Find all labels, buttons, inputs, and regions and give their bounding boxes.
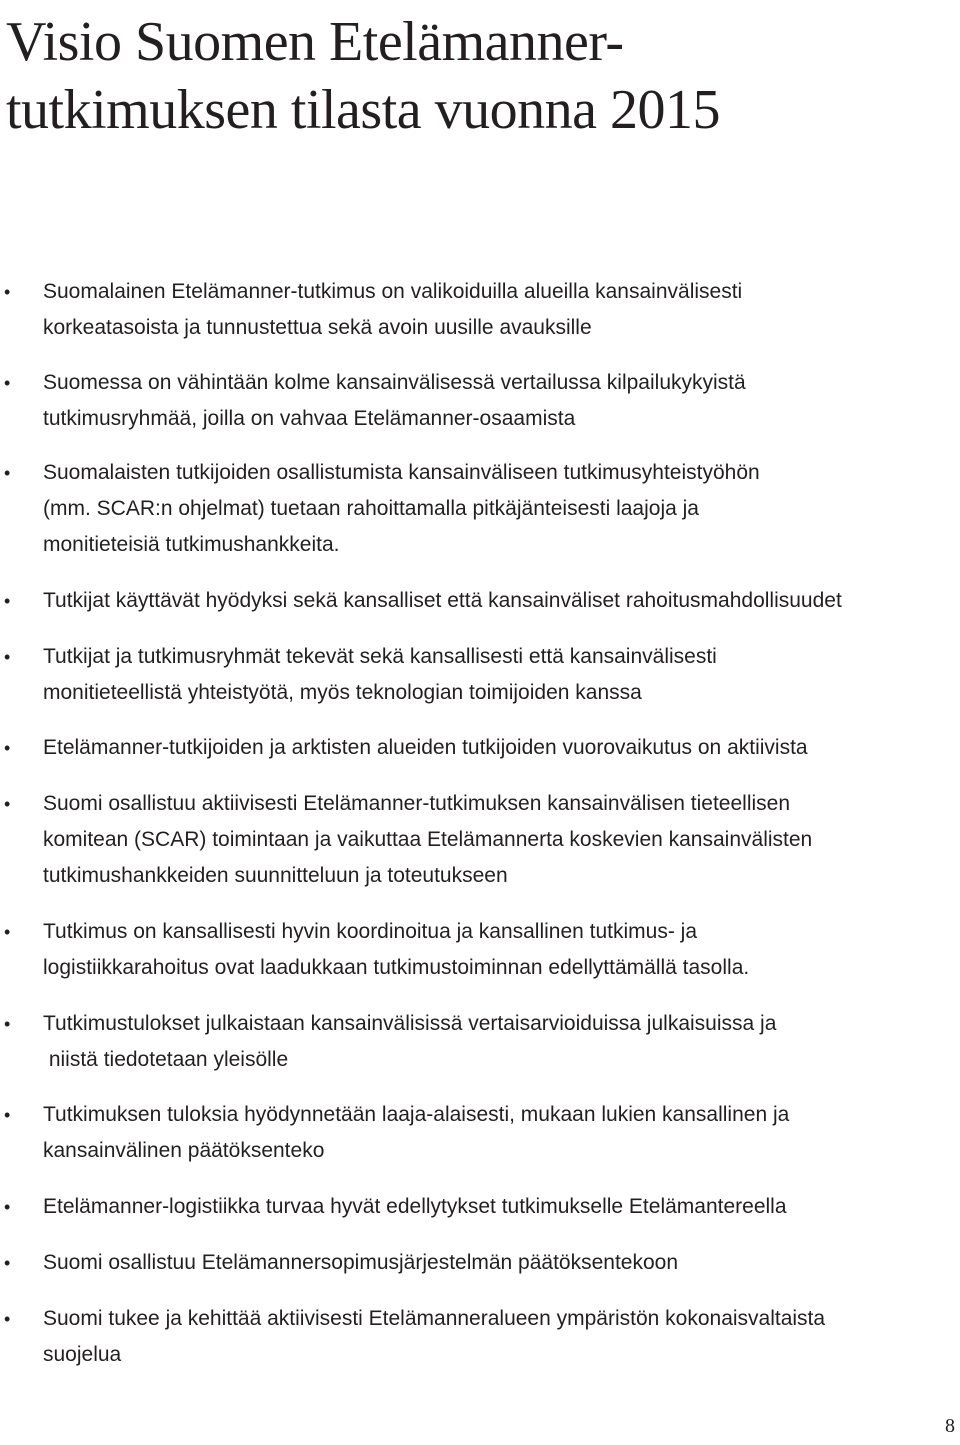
list-item-line: tutkimusryhmää, joilla on vahvaa Etelämanner-osaamista (43, 407, 576, 430)
list-item-line: Tutkimustulokset julkaistaan kansainvälisissä vertaisarvioiduissa julkaisuissa ja (43, 1012, 777, 1035)
list-item-line: logistiikkarahoitus ovat laadukkaan tutkimustoiminnan edellyttämällä tasolla. (43, 956, 750, 979)
list-item-line: kansainvälinen päätöksenteko (43, 1139, 325, 1162)
list-item-line: Tutkimus on kansallisesti hyvin koordinoitua ja kansallinen tutkimus- ja (43, 920, 698, 943)
list-item-line: niistä tiedotetaan yleisölle (43, 1048, 289, 1071)
list-item-line: Suomi osallistuu aktiivisesti Etelämanner-tutkimuksen kansainvälisen tieteellisen (43, 792, 791, 815)
list-item-line: (mm. SCAR:n ohjelmat) tuetaan rahoittamalla pitkäjänteisesti laajoja ja (43, 497, 699, 520)
list-item-line: suojelua (43, 1343, 122, 1366)
list-item-line: komitean (SCAR) toimintaan ja vaikuttaa Etelämannerta koskevien kansainvälisten (43, 828, 813, 851)
bullet-dot: • (4, 591, 11, 611)
bullet-dot: • (4, 922, 11, 942)
bullet-dot: • (4, 647, 11, 667)
bullet-dot: • (4, 1014, 11, 1034)
list-item-line: Tutkijat ja tutkimusryhmät tekevät sekä kansallisesti että kansainvälisesti (43, 645, 717, 668)
list-item-line: Suomessa on vähintään kolme kansainvälisessä vertailussa kilpailukykyistä (43, 371, 746, 394)
page-number: 8 (945, 1415, 955, 1437)
page-title (6, 8, 936, 144)
list-item-line: Tutkimuksen tuloksia hyödynnetään laaja-alaisesti, mukaan lukien kansallinen ja (43, 1103, 790, 1126)
page-title-line-2: tutkimuksen tilasta vuonna 2015 (6, 79, 720, 141)
list-item-line: Suomalaisten tutkijoiden osallistumista kansainväliseen tutkimusyhteistyöhön (43, 461, 760, 484)
list-item-line: Suomalainen Etelämanner-tutkimus on valikoiduilla alueilla kansainvälisesti (43, 280, 743, 303)
bullet-dot: • (4, 794, 11, 814)
list-item-line: Etelämanner-logistiikka turvaa hyvät edellytykset tutkimukselle Etelämantereella (43, 1195, 787, 1218)
list-item-line: Suomi osallistuu Etelämannersopimusjärjestelmän päätöksentekoon (43, 1251, 679, 1274)
bullet-dot: • (4, 463, 11, 483)
bullet-dot: • (4, 373, 11, 393)
bullet-dot: • (4, 282, 11, 302)
list-item-line: Etelämanner-tutkijoiden ja arktisten alueiden tutkijoiden vuorovaikutus on aktiivista (43, 736, 808, 759)
bullet-dot: • (4, 1105, 11, 1125)
list-item-line: korkeatasoista ja tunnustettua sekä avoin uusille avauksille (43, 316, 592, 339)
bullet-dot: • (4, 1197, 11, 1217)
list-item-line: monitieteisiä tutkimushankkeita. (43, 533, 340, 556)
list-item-line: monitieteellistä yhteistyötä, myös teknologian toimijoiden kanssa (43, 681, 642, 704)
list-item-line: Tutkijat käyttävät hyödyksi sekä kansalliset että kansainväliset rahoitusmahdollisuudet (43, 589, 842, 612)
bullet-dot: • (4, 1253, 11, 1273)
list-item-line: tutkimushankkeiden suunnitteluun ja toteutukseen (43, 864, 508, 887)
page-title-line-1: Visio Suomen Etelämanner- (6, 11, 624, 73)
list-item-line: Suomi tukee ja kehittää aktiivisesti Etelämanneralueen ympäristön kokonaisvaltaista (43, 1307, 826, 1330)
bullet-dot: • (4, 738, 11, 758)
bullet-dot: • (4, 1309, 11, 1329)
